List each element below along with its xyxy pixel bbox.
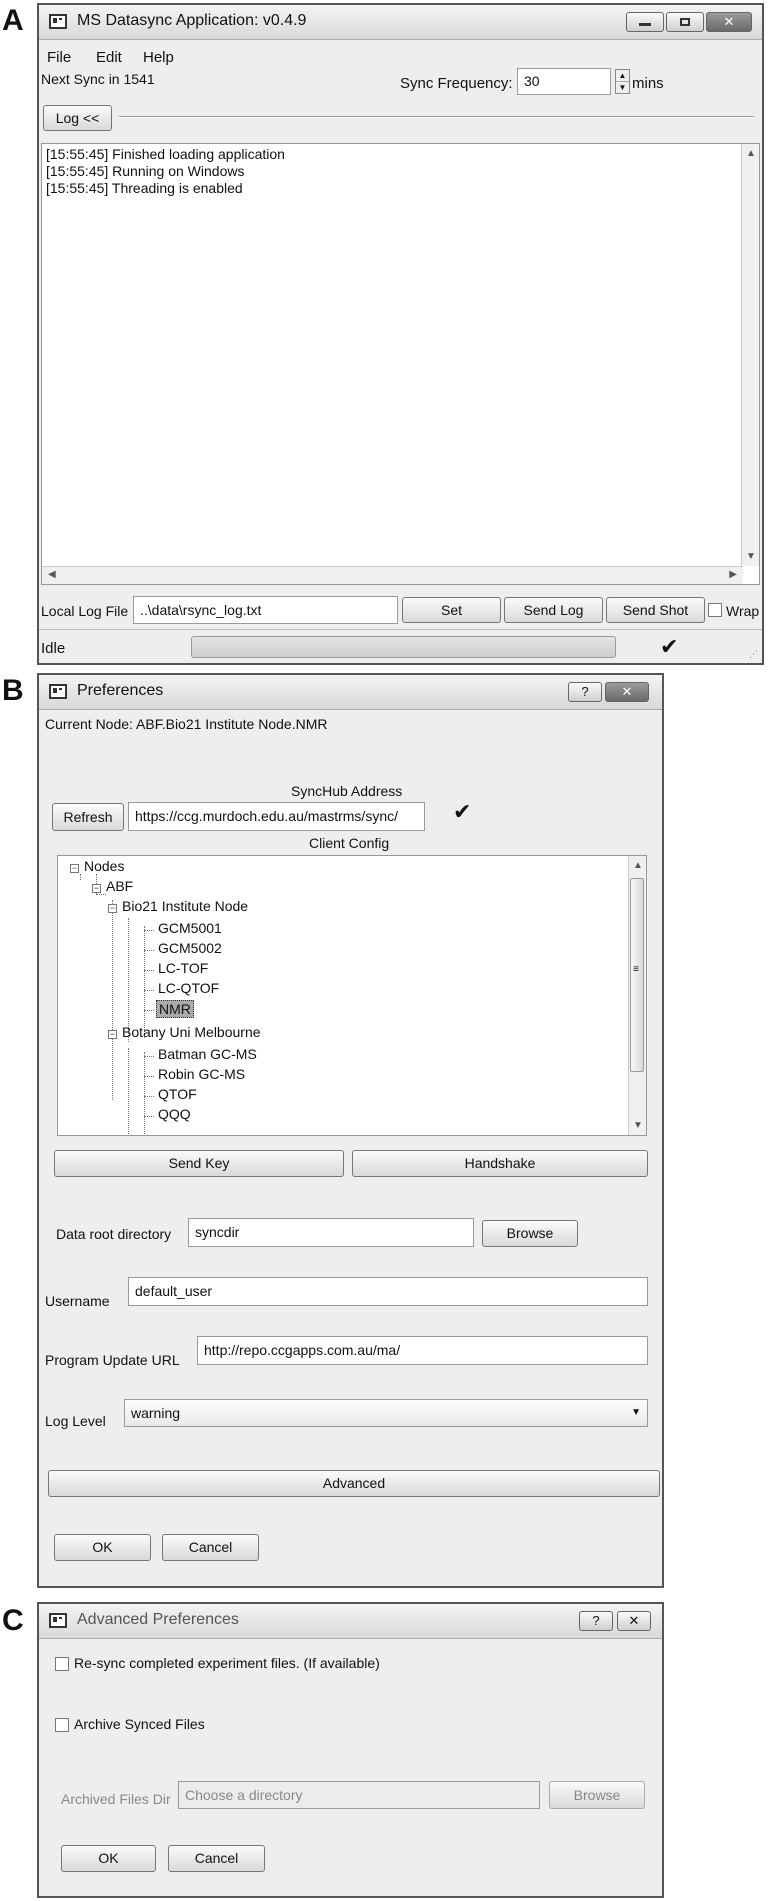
cancel-button[interactable]: Cancel xyxy=(168,1845,265,1872)
help-button[interactable]: ? xyxy=(579,1611,613,1631)
sync-frequency-label: Sync Frequency: xyxy=(400,75,513,92)
minimize-button[interactable] xyxy=(626,12,664,32)
log-line: [15:55:45] Running on Windows xyxy=(46,163,245,179)
tree-node-abf[interactable]: ABF xyxy=(106,878,134,894)
sync-frequency-input[interactable]: 30 xyxy=(517,68,611,95)
scroll-down-icon[interactable]: ▼ xyxy=(633,1120,643,1131)
log-level-value: warning xyxy=(131,1405,181,1421)
data-root-label: Data root directory xyxy=(56,1226,172,1242)
tree-node-botany[interactable]: Botany Uni Melbourne xyxy=(122,1024,261,1040)
menu-help[interactable]: Help xyxy=(143,49,174,66)
resize-grip-icon[interactable]: ⋰ xyxy=(749,649,758,659)
close-button[interactable] xyxy=(706,12,752,32)
app-icon xyxy=(49,1613,67,1628)
tree-node-lc-qtof[interactable]: LC-QTOF xyxy=(158,980,220,996)
browse-button[interactable]: Browse xyxy=(482,1220,578,1247)
log-line: [15:55:45] Finished loading application xyxy=(46,146,285,162)
spin-up-icon[interactable]: ▲ xyxy=(616,70,629,82)
advanced-button[interactable]: Advanced xyxy=(48,1470,660,1497)
username-label: Username xyxy=(45,1293,110,1309)
close-button[interactable] xyxy=(605,682,649,702)
close-button[interactable] xyxy=(617,1611,651,1631)
advanced-title: Advanced Preferences xyxy=(77,1611,239,1628)
tree-collapse-icon[interactable]: − xyxy=(109,903,116,913)
ok-button[interactable]: OK xyxy=(54,1534,151,1561)
tree-node-nmr[interactable]: NMR xyxy=(156,1000,194,1018)
panel-label-a: A xyxy=(2,4,24,37)
synchub-check-icon: ✔ xyxy=(453,799,472,824)
synchub-address-input[interactable]: https://ccg.murdoch.edu.au/mastrms/sync/ xyxy=(128,802,425,831)
panel-label-c: C xyxy=(2,1604,24,1637)
update-url-label: Program Update URL xyxy=(45,1352,180,1368)
handshake-button[interactable]: Handshake xyxy=(352,1150,648,1177)
tree-node-qqq[interactable]: QQQ xyxy=(158,1106,191,1122)
close-icon: ✕ xyxy=(621,684,633,699)
log-text-area[interactable] xyxy=(41,143,760,585)
next-sync-label: Next Sync in 1541 xyxy=(41,71,155,87)
tree-guide xyxy=(144,990,154,991)
progress-bar xyxy=(191,636,616,658)
refresh-button[interactable]: Refresh xyxy=(52,803,124,831)
status-text: Idle xyxy=(41,640,66,657)
resync-checkbox[interactable] xyxy=(55,1657,69,1671)
local-log-label: Local Log File xyxy=(41,603,129,619)
tree-guide xyxy=(144,950,154,951)
archived-browse-button[interactable]: Browse xyxy=(549,1781,645,1809)
send-shot-button[interactable]: Send Shot xyxy=(606,597,705,623)
log-vertical-scrollbar[interactable] xyxy=(741,144,759,566)
send-key-button[interactable]: Send Key xyxy=(54,1150,344,1177)
tree-collapse-icon[interactable]: − xyxy=(93,883,100,893)
log-line: [15:55:45] Threading is enabled xyxy=(46,180,243,196)
scroll-left-icon[interactable]: ◀ xyxy=(48,569,56,580)
cancel-button[interactable]: Cancel xyxy=(162,1534,259,1561)
tree-guide xyxy=(144,970,154,971)
main-titlebar xyxy=(39,5,762,40)
log-toggle-button[interactable]: Log << xyxy=(43,105,112,131)
archived-dir-input[interactable]: Choose a directory xyxy=(178,1781,540,1809)
tree-guide xyxy=(144,1056,154,1057)
tree-guide xyxy=(80,874,81,880)
minimize-icon xyxy=(639,23,651,26)
menu-edit[interactable]: Edit xyxy=(96,49,122,66)
tree-guide xyxy=(144,930,154,931)
tree-guide xyxy=(112,900,113,1100)
tree-guide xyxy=(144,1076,154,1077)
archived-dir-label: Archived Files Dir xyxy=(61,1791,171,1807)
tree-vertical-scrollbar[interactable] xyxy=(628,856,646,1135)
tree-node-nodes[interactable]: Nodes xyxy=(84,858,125,874)
client-config-label: Client Config xyxy=(309,835,390,851)
tree-guide xyxy=(96,894,106,895)
log-horizontal-scrollbar[interactable] xyxy=(42,566,743,584)
panel-label-b: B xyxy=(2,674,24,707)
username-input[interactable]: default_user xyxy=(128,1277,648,1306)
help-button[interactable]: ? xyxy=(568,682,602,702)
maximize-icon xyxy=(680,18,690,26)
app-icon xyxy=(49,14,67,29)
log-level-select[interactable] xyxy=(124,1399,648,1427)
tree-collapse-icon[interactable]: − xyxy=(71,863,78,873)
tree-guide xyxy=(144,1010,154,1011)
tree-node-bio21[interactable]: Bio21 Institute Node xyxy=(122,898,249,914)
local-log-input[interactable]: ..\data\rsync_log.txt xyxy=(133,596,398,624)
current-node-label: Current Node: ABF.Bio21 Institute Node.NMR xyxy=(45,716,328,732)
status-bar xyxy=(39,629,762,664)
tree-guide xyxy=(144,1096,154,1097)
scroll-up-icon[interactable]: ▲ xyxy=(746,148,756,159)
send-log-button[interactable]: Send Log xyxy=(504,597,603,623)
close-icon: ✕ xyxy=(628,1613,640,1628)
status-check-icon: ✔ xyxy=(660,634,679,659)
menu-file[interactable]: File xyxy=(47,49,72,66)
preferences-window xyxy=(37,673,664,1588)
tree-guide xyxy=(144,1116,154,1117)
close-icon: ✕ xyxy=(723,14,735,29)
preferences-title: Preferences xyxy=(77,682,164,699)
main-window xyxy=(37,3,764,665)
tree-guide xyxy=(144,926,145,1038)
archive-label: Archive Synced Files xyxy=(74,1716,205,1732)
wrap-checkbox[interactable] xyxy=(708,603,722,617)
preferences-titlebar xyxy=(39,675,662,710)
ok-button[interactable]: OK xyxy=(61,1845,156,1872)
tree-node-gcm5002[interactable]: GCM5002 xyxy=(158,940,222,956)
maximize-button[interactable] xyxy=(666,12,704,32)
sync-frequency-spinner[interactable] xyxy=(615,69,630,94)
set-button[interactable]: Set xyxy=(402,597,501,623)
advanced-preferences-window xyxy=(37,1602,664,1898)
tree-node-batman[interactable]: Batman GC-MS xyxy=(158,1046,257,1062)
wrap-label: Wrap xyxy=(726,603,760,619)
scroll-right-icon[interactable]: ▶ xyxy=(729,569,737,580)
resync-label: Re-sync completed experiment files. (If available) xyxy=(74,1655,380,1671)
app-icon xyxy=(49,684,67,699)
client-config-tree[interactable] xyxy=(57,855,647,1136)
scroll-thumb[interactable] xyxy=(630,878,644,1072)
tree-node-qtof[interactable]: QTOF xyxy=(158,1086,197,1102)
advanced-titlebar xyxy=(39,1604,662,1639)
scroll-up-icon[interactable]: ▲ xyxy=(633,860,643,871)
separator-line xyxy=(119,116,754,118)
tree-node-robin[interactable]: Robin GC-MS xyxy=(158,1066,246,1082)
data-root-input[interactable]: syncdir xyxy=(188,1218,474,1247)
tree-guide xyxy=(144,1052,145,1136)
tree-guide xyxy=(128,1048,129,1136)
mins-label: mins xyxy=(632,75,664,92)
scroll-grip-icon: ≡ xyxy=(633,964,639,975)
tree-node-gcm5001[interactable]: GCM5001 xyxy=(158,920,222,936)
chevron-down-icon: ▼ xyxy=(631,1407,641,1418)
main-window-title: MS Datasync Application: v0.4.9 xyxy=(77,12,307,29)
spin-down-icon[interactable]: ▼ xyxy=(618,83,627,92)
synchub-address-label: SyncHub Address xyxy=(291,783,403,799)
archive-checkbox[interactable] xyxy=(55,1718,69,1732)
tree-collapse-icon[interactable]: − xyxy=(109,1029,116,1039)
log-level-label: Log Level xyxy=(45,1413,106,1429)
scroll-down-icon[interactable]: ▼ xyxy=(746,551,756,562)
tree-node-lc-tof[interactable]: LC-TOF xyxy=(158,960,209,976)
update-url-input[interactable]: http://repo.ccgapps.com.au/ma/ xyxy=(197,1336,648,1365)
